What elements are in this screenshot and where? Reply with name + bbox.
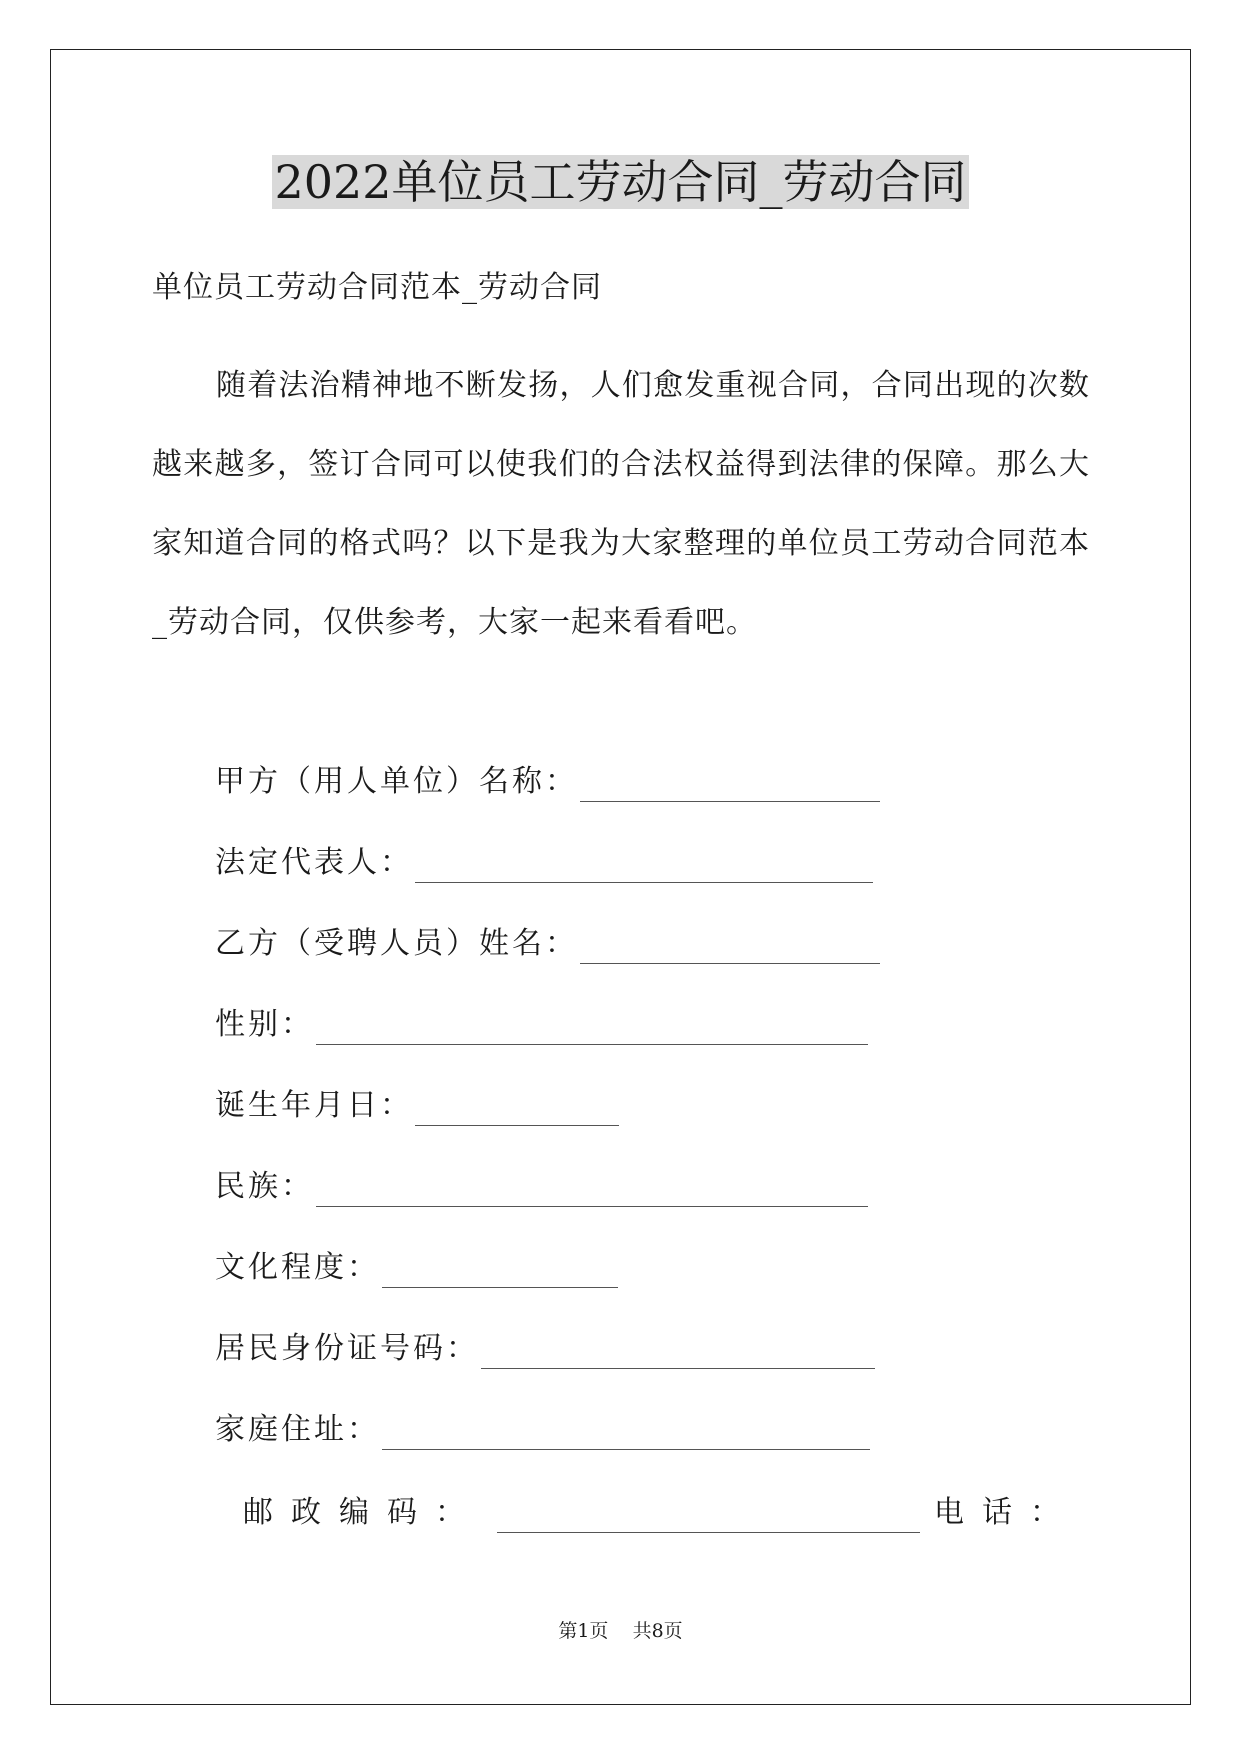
field-birth-date — [215, 1086, 619, 1126]
field-gender — [215, 1005, 868, 1045]
field-legal-rep — [215, 843, 873, 883]
field-gender-label: 性别： — [215, 1007, 314, 1042]
document-subtitle: 单位员工劳动合同范本_劳动合同 — [152, 270, 602, 305]
field-birth-date-blank[interactable] — [415, 1103, 619, 1126]
field-party-a-name-label: 甲方（用人单位）名称： — [215, 764, 578, 799]
field-postal-phone — [243, 1493, 1078, 1533]
field-party-b-name-blank[interactable] — [580, 941, 880, 964]
field-id-number-label: 居民身份证号码： — [215, 1331, 479, 1366]
field-ethnicity-label: 民族： — [215, 1169, 314, 1204]
document-title — [0, 152, 1241, 212]
field-gender-blank[interactable] — [316, 1022, 868, 1045]
field-home-address-label: 家庭住址： — [215, 1412, 380, 1447]
field-legal-rep-label: 法定代表人： — [215, 845, 413, 880]
field-id-number-blank[interactable] — [481, 1346, 875, 1369]
field-home-address — [215, 1410, 870, 1450]
field-home-address-blank[interactable] — [382, 1427, 870, 1450]
field-postal-code-label: 邮政编码： — [243, 1495, 483, 1530]
document-title-text: 2022单位员工劳动合同_劳动合同 — [274, 155, 967, 209]
field-education-blank[interactable] — [382, 1265, 618, 1288]
field-legal-rep-blank[interactable] — [415, 860, 873, 883]
field-education — [215, 1248, 618, 1288]
field-id-number — [215, 1329, 875, 1369]
field-party-a-name — [215, 762, 880, 802]
field-education-label: 文化程度： — [215, 1250, 380, 1285]
page-footer: 第1页 共8页 — [558, 1620, 683, 1642]
field-birth-date-label: 诞生年月日： — [215, 1088, 413, 1123]
field-party-a-name-blank[interactable] — [580, 779, 880, 802]
field-party-b-name-label: 乙方（受聘人员）姓名： — [215, 926, 578, 961]
field-ethnicity — [215, 1167, 868, 1207]
field-phone-label: 电话： — [934, 1495, 1078, 1530]
field-party-b-name — [215, 924, 880, 964]
field-postal-code-blank[interactable] — [497, 1510, 920, 1533]
intro-paragraph: 随着法治精神地不断发扬，人们愈发重视合同，合同出现的次数越来越多，签订合同可以使我们的合法权益得到法律的保障。那么大家知道合同的格式吗？以下是我为大家整理的单位员工劳动合同范本_劳动合同，仅供参考，大家一起来看看吧。 — [152, 368, 1090, 640]
field-ethnicity-blank[interactable] — [316, 1184, 868, 1207]
